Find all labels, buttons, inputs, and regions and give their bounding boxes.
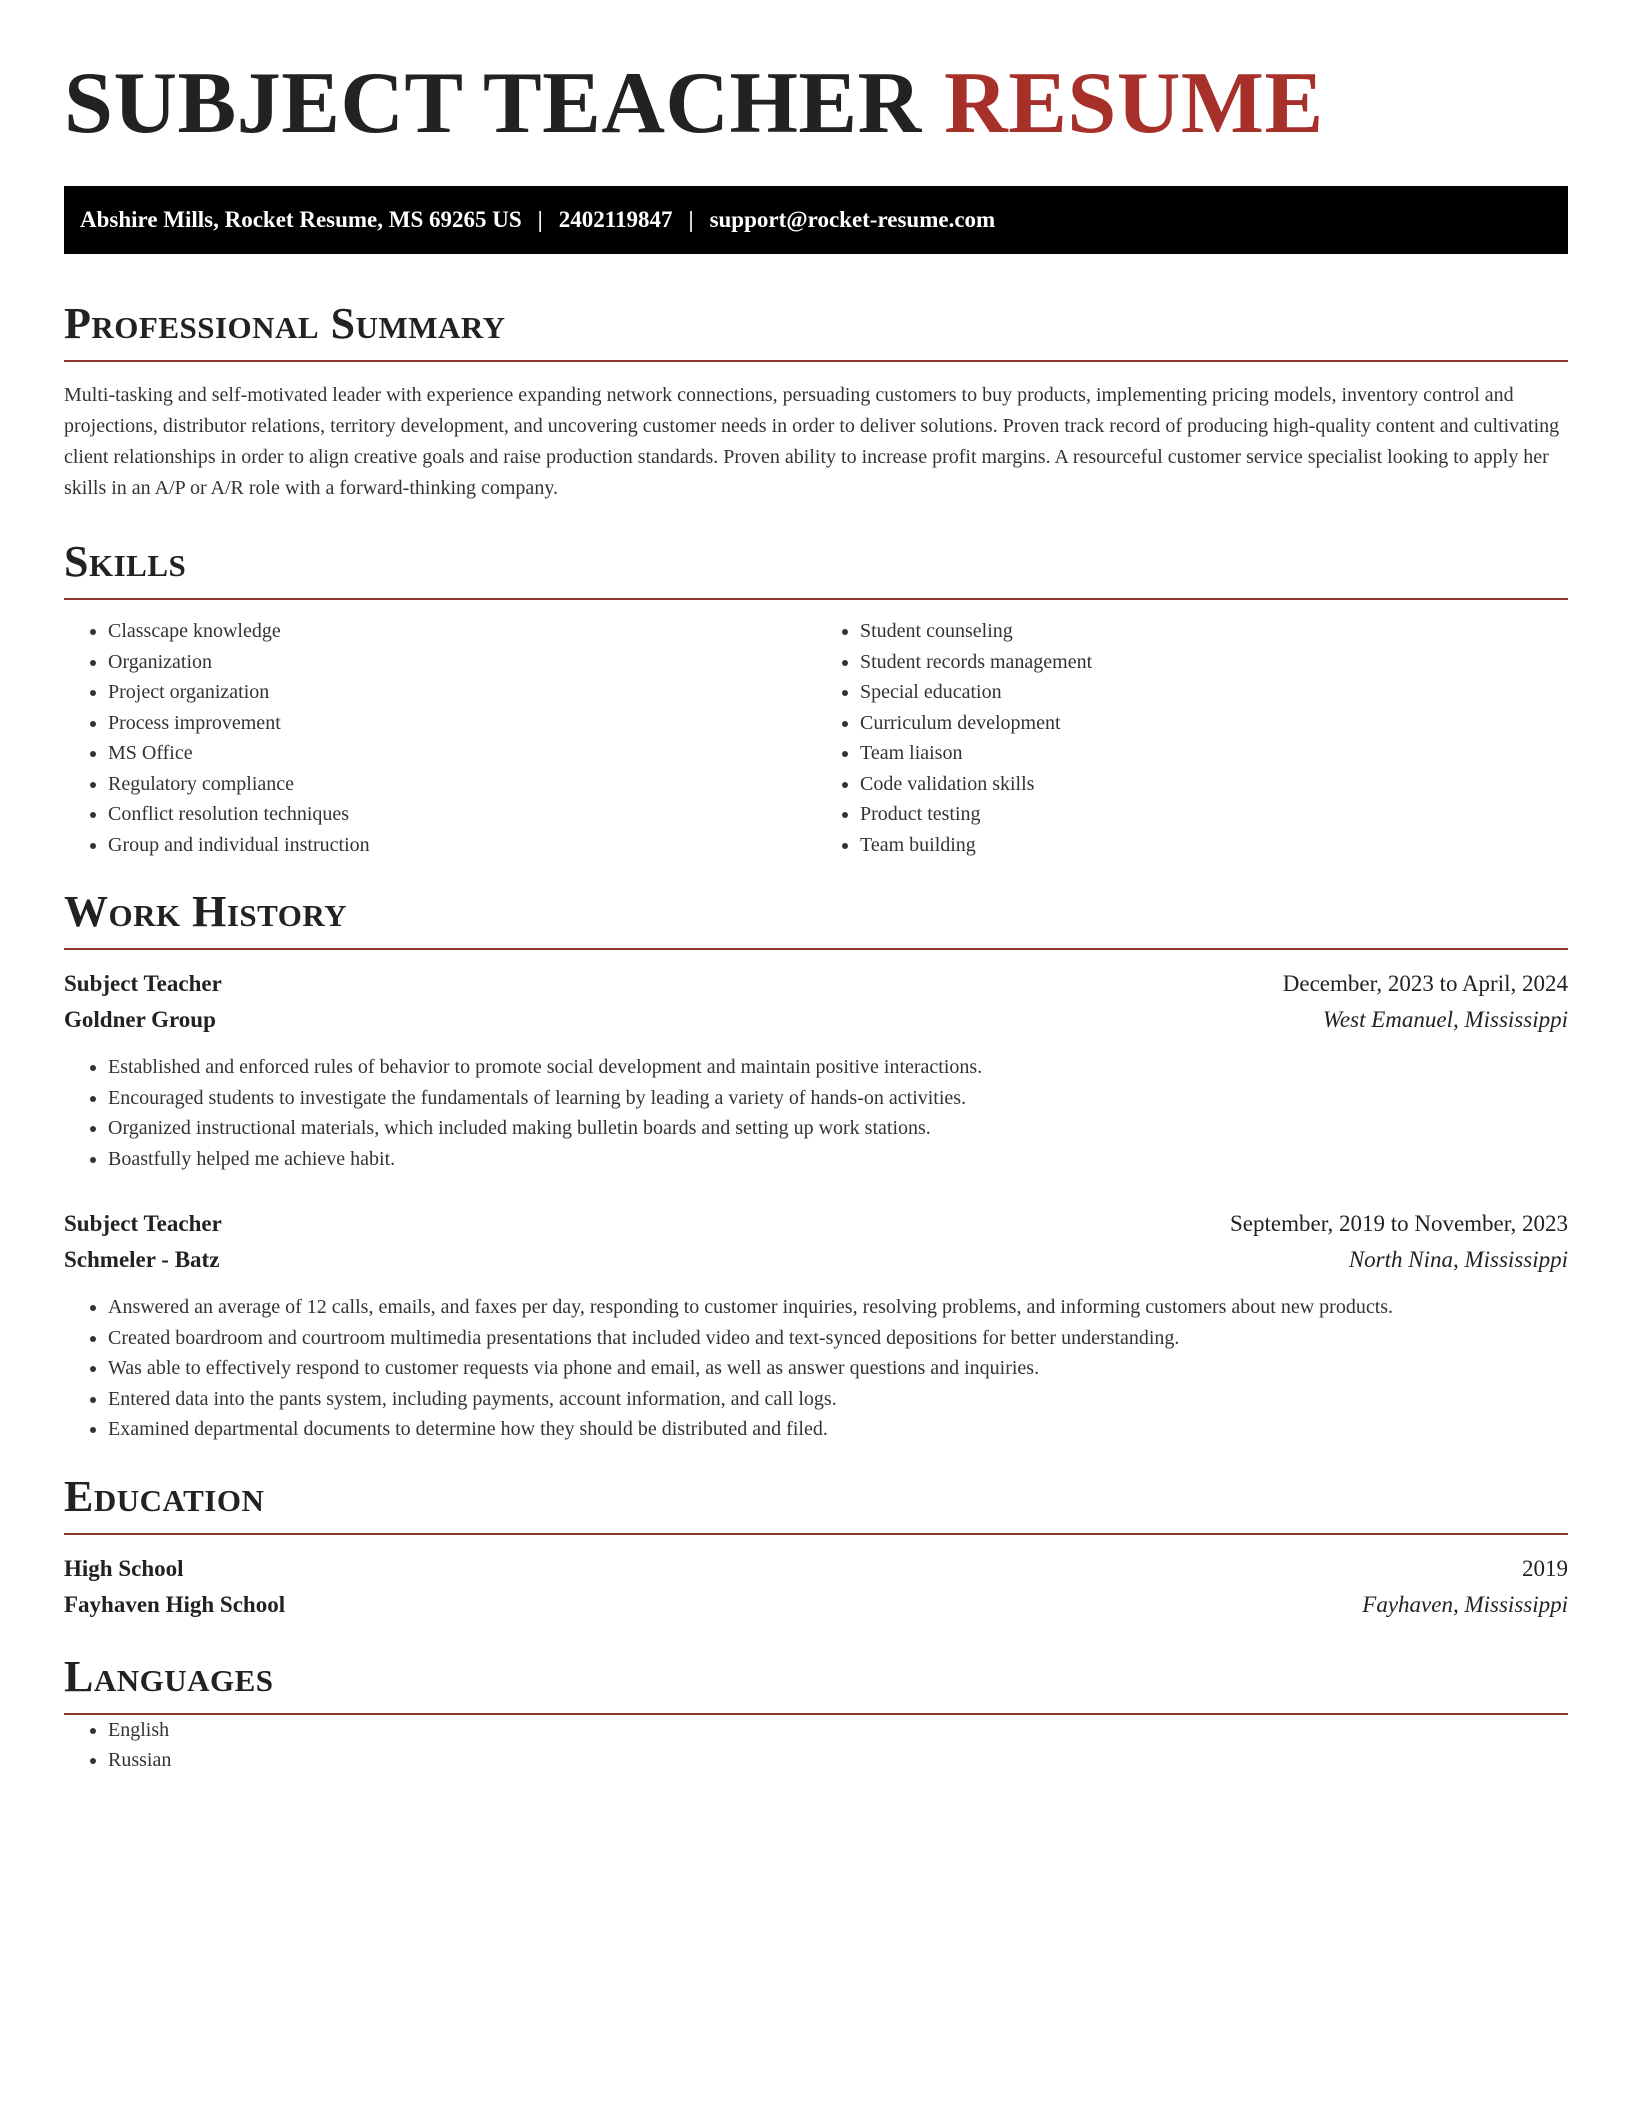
contact-separator: | — [537, 207, 543, 232]
job-duties-list — [64, 1052, 1568, 1174]
education-degree: High School — [64, 1555, 184, 1581]
job-duty: • Examined departmental documents to determine how they should be distributed and filed. — [108, 1414, 1568, 1445]
education-school: Fayhaven High School — [64, 1591, 286, 1617]
contact-separator: | — [688, 207, 694, 232]
contact-email[interactable]: support@rocket-resume.com — [709, 207, 996, 232]
skill-item: • Student counseling — [860, 616, 1568, 647]
languages-list — [64, 1715, 1568, 1776]
job-title: Subject Teacher — [64, 1211, 222, 1236]
education-location: Fayhaven, Mississippi — [1362, 1591, 1568, 1617]
skill-item: • MS Office — [108, 738, 816, 769]
title-main: SUBJECT TEACHER — [64, 55, 922, 152]
skill-item: • Code validation skills — [860, 769, 1568, 800]
skill-item: • Special education — [860, 677, 1568, 708]
skill-item: • Process improvement — [108, 708, 816, 739]
skill-item: • Product testing — [860, 799, 1568, 830]
job-duty: • Entered data into the pants system, including payments, account information, and call logs. — [108, 1384, 1568, 1415]
skills-list-left — [64, 616, 816, 860]
education-year: 2019 — [1522, 1555, 1568, 1581]
job-company-row — [64, 1242, 1568, 1278]
language-item: • English — [108, 1715, 1568, 1746]
section-heading-education: Education — [64, 1471, 265, 1521]
resume-title — [64, 56, 1568, 152]
skill-item: • Group and individual instruction — [108, 830, 816, 861]
job-location: North Nina, Mississippi — [1348, 1247, 1568, 1272]
languages-section — [64, 1651, 1568, 1776]
skill-item: • Conflict resolution techniques — [108, 799, 816, 830]
job-company-row — [64, 1002, 1568, 1038]
skill-item: • Project organization — [108, 677, 816, 708]
job-duty: • Answered an average of 12 calls, emails, and faxes per day, responding to customer inquiries, resolving problems, and informing customers about new products. — [108, 1292, 1568, 1323]
skills-columns — [64, 616, 1568, 860]
section-divider — [64, 948, 1568, 950]
job-location: West Emanuel, Mississippi — [1322, 1007, 1568, 1032]
summary-text: Multi-tasking and self-motivated leader with experience expanding network connections, persuading customers to buy products, implementing pricing models, inventory control and projections, distributor relations, territory development, and uncovering customer needs in order to deliver solutions. Proven track record of producing high-quality content and cultivating client relationships in order to align creative goals and raise production standards. Proven ability to increase profit margins. A resourceful customer service specialist looking to apply her skills in an A/P or A/R role with a forward-thinking company. — [64, 384, 1560, 499]
job-duty: • Encouraged students to investigate the fundamentals of learning by leading a variety of hands-on activities. — [108, 1083, 1568, 1114]
skill-item: • Student records management — [860, 647, 1568, 678]
section-heading-languages: Languages — [64, 1651, 274, 1701]
skill-item: • Curriculum development — [860, 708, 1568, 739]
contact-phone[interactable]: 2402119847 — [558, 207, 673, 232]
title-accent: RESUME — [944, 55, 1324, 152]
job-duties-list — [64, 1292, 1568, 1445]
job-entry — [64, 966, 1568, 1174]
section-heading-work: Work History — [64, 887, 348, 936]
job-duty: • Organized instructional materials, which included making bulletin boards and setting up work stations. — [108, 1113, 1568, 1144]
job-duty: • Boastfully helped me achieve habit. — [108, 1144, 1568, 1175]
section-heading-summary: Professional Summary — [64, 299, 506, 348]
skill-item: • Regulatory compliance — [108, 769, 816, 800]
job-dates: December, 2023 to April, 2024 — [1282, 971, 1568, 996]
job-duty: • Was able to effectively respond to customer requests via phone and email, as well as answer questions and inquiries. — [108, 1353, 1568, 1384]
job-header-row — [64, 966, 1568, 1002]
section-divider — [64, 598, 1568, 600]
language-item: • Russian — [108, 1745, 1568, 1776]
skill-item: • Team liaison — [860, 738, 1568, 769]
education-header-row — [64, 1551, 1568, 1587]
job-header-row — [64, 1206, 1568, 1242]
skills-section — [64, 536, 1568, 860]
skill-item: • Organization — [108, 647, 816, 678]
job-duty: • Created boardroom and courtroom multimedia presentations that included video and text-synced depositions for better understanding. — [108, 1323, 1568, 1354]
contact-bar — [64, 186, 1568, 254]
job-company: Schmeler - Batz — [64, 1247, 220, 1272]
job-dates: September, 2019 to November, 2023 — [1230, 1211, 1568, 1236]
education-section — [64, 1471, 1568, 1623]
section-divider — [64, 1533, 1568, 1535]
job-entry — [64, 1206, 1568, 1445]
contact-address: Abshire Mills, Rocket Resume, MS 69265 US — [80, 207, 522, 232]
job-title: Subject Teacher — [64, 971, 222, 996]
education-entry — [64, 1551, 1568, 1623]
education-school-row — [64, 1587, 1568, 1623]
skills-list-right — [816, 616, 1568, 860]
section-heading-skills: Skills — [64, 537, 187, 586]
work-history-section — [64, 886, 1568, 1445]
professional-summary-section — [64, 298, 1568, 504]
job-company: Goldner Group — [64, 1007, 216, 1032]
skill-item: • Team building — [860, 830, 1568, 861]
skill-item: • Classcape knowledge — [108, 616, 816, 647]
job-duty: • Established and enforced rules of behavior to promote social development and maintain positive interactions. — [108, 1052, 1568, 1083]
section-divider — [64, 360, 1568, 362]
